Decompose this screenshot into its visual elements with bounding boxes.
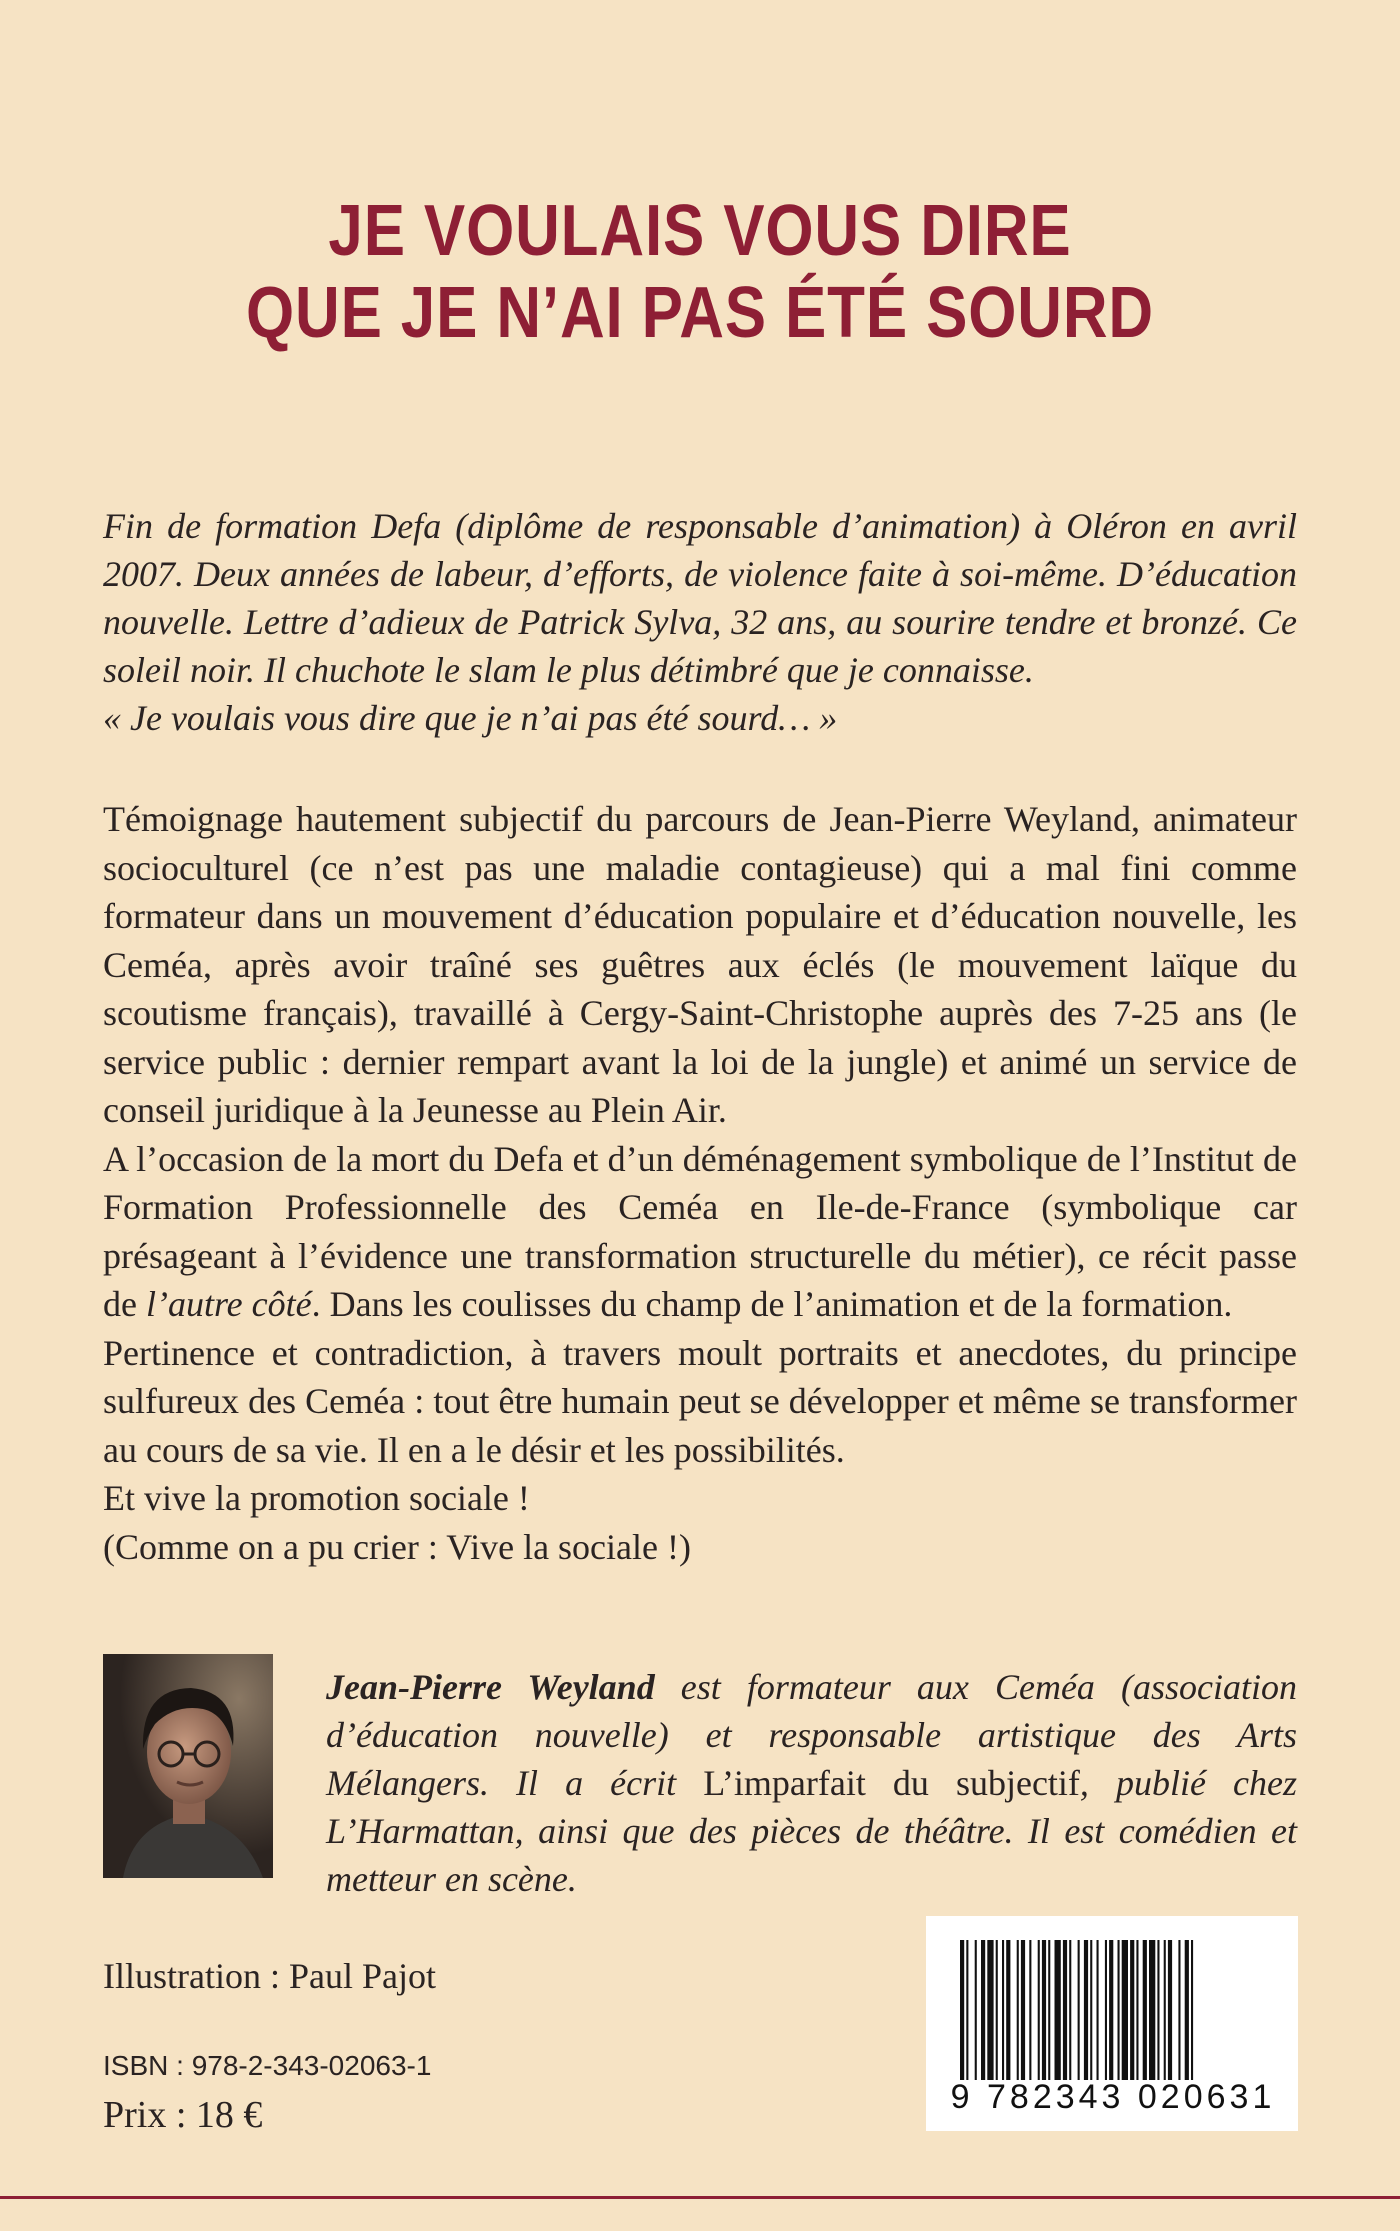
intro-paragraph — [103, 502, 1297, 742]
barcode-bar — [1164, 1940, 1166, 2080]
barcode-bar — [1097, 1940, 1099, 2080]
author-bio — [326, 1663, 1297, 1903]
barcode-bar — [1118, 1940, 1120, 2080]
barcode-bar — [1130, 1940, 1134, 2080]
barcode-bar — [1002, 1940, 1004, 2080]
barcode-bar — [1029, 1940, 1031, 2080]
barcode-bar — [987, 1940, 993, 2080]
price: Prix : 18 € — [103, 2094, 263, 2136]
book-title-line-2: QUE JE N’AI PAS ÉTÉ SOURD — [245, 273, 1155, 353]
barcode — [926, 1916, 1298, 2131]
summary-paragraph-2-start: A l’occasion de la mort du Defa et d’un déménagement symbolique de l’Institut de Formation Professionnelle des Ceméa en Ile-de-France (symbolique car présageant à l’évidence une transformation structurelle du métier), ce récit passe de — [103, 1138, 1297, 1324]
barcode-bar — [960, 1940, 964, 2080]
barcode-bar — [1084, 1940, 1088, 2080]
summary-paragraph-4: Et vive la promotion sociale ! — [103, 1478, 530, 1518]
barcode-bar — [1063, 1940, 1067, 2080]
barcode-bar — [1122, 1940, 1128, 2080]
barcode-bar — [1042, 1940, 1046, 2080]
barcode-bar — [1109, 1940, 1113, 2080]
barcode-bar — [966, 1940, 968, 2080]
barcode-bar — [1017, 1940, 1019, 2080]
book-title-line-1: JE VOULAIS VOUS DIRE — [328, 191, 1072, 271]
author-bio-part-2: , publié chez L’Harmattan, ainsi que des pièces de théâtre. Il est comédien et metteur en scène. — [326, 1763, 1298, 1899]
barcode-bar — [1136, 1940, 1138, 2080]
barcode-bar — [1069, 1940, 1071, 2080]
summary-paragraph-5: (Comme on a pu crier : Vive la sociale !) — [103, 1526, 691, 1567]
summary-paragraph-2 — [103, 1135, 1297, 1329]
intro-quote: « Je voulais vous dire que je n’ai pas été sourd… » — [103, 698, 838, 738]
barcode-bar — [1185, 1940, 1189, 2080]
author-bio-part-1: est formateur aux Ceméa (association d’éducation nouvelle) et responsable artistique des Arts Mélangers. Il a écrit — [326, 1667, 1297, 1803]
barcode-bar — [1078, 1940, 1080, 2080]
summary-paragraph-1: Témoignage hautement subjectif du parcours de Jean-Pierre Weyland, animateur socioculturel (ce n’est pas une maladie contagieuse) qui a mal fini comme formateur dans un mouvement d’éducation populaire et d’éducation nouvelle, les Ceméa, après avoir traîné ses guêtres aux éclés (le mouvement laïque du scoutisme français), travaillé à Cergy-Saint-Christophe auprès des 7-25 ans (le service public : dernier rempart avant la loi de la jungle) et animé un service de conseil juridique à la Jeunesse au Plein Air. — [103, 799, 1297, 1130]
author-photo — [103, 1654, 273, 1878]
summary-paragraph-3: Pertinence et contradiction, à travers moult portraits et anecdotes, du principe sulfureux des Ceméa : tout être humain peut se développer et même se transformer au cours de sa vie. Il en a le désir et les possibilités. — [103, 1332, 1297, 1470]
barcode-bar — [1168, 1940, 1172, 2080]
summary-italic-phrase: l’autre côté — [145, 1284, 312, 1324]
summary-paragraph-2-end: . Dans les coulisses du champ de l’animation et de la formation. — [311, 1284, 1233, 1324]
barcode-bar — [1143, 1940, 1147, 2080]
barcode-bar — [1090, 1940, 1092, 2080]
barcode-bar — [981, 1940, 985, 2080]
author-book-title: L’imparfait du subjectif — [703, 1763, 1080, 1803]
barcode-bar — [1157, 1940, 1159, 2080]
barcode-bar — [1006, 1940, 1010, 2080]
intro-text: Fin de formation Defa (diplôme de responsable d’animation) à Oléron en avril 2007. Deux années de labeur, d’efforts, de violence faite à soi-même. D’éducation nouvelle. Lettre d’adieux de Patrick Sylva, 32 ans, au sourire tendre et bronzé. Ce soleil noir. Il chuchote le slam le plus détimbré que je connaisse. — [103, 506, 1297, 690]
barcode-bar — [1021, 1940, 1025, 2080]
summary-text — [103, 795, 1297, 1571]
barcode-bar — [975, 1940, 977, 2080]
barcode-bar — [1055, 1940, 1061, 2080]
barcode-bar — [1038, 1940, 1040, 2080]
barcode-bar — [996, 1940, 998, 2080]
illustration-credit: Illustration : Paul Pajot — [103, 1956, 436, 1996]
barcode-bar — [1048, 1940, 1050, 2080]
barcode-bar — [1105, 1940, 1107, 2080]
barcode-bar — [1149, 1940, 1155, 2080]
author-portrait-icon — [103, 1654, 273, 1878]
book-title — [98, 190, 1302, 354]
isbn: ISBN : 978-2-343-02063-1 — [103, 2050, 432, 2081]
barcode-bar — [1191, 1940, 1193, 2080]
barcode-digits: 9 782343 020631 — [950, 2078, 1276, 2116]
author-name: Jean-Pierre Weyland — [326, 1667, 655, 1707]
barcode-bar — [1178, 1940, 1180, 2080]
bottom-rule — [0, 2196, 1400, 2199]
